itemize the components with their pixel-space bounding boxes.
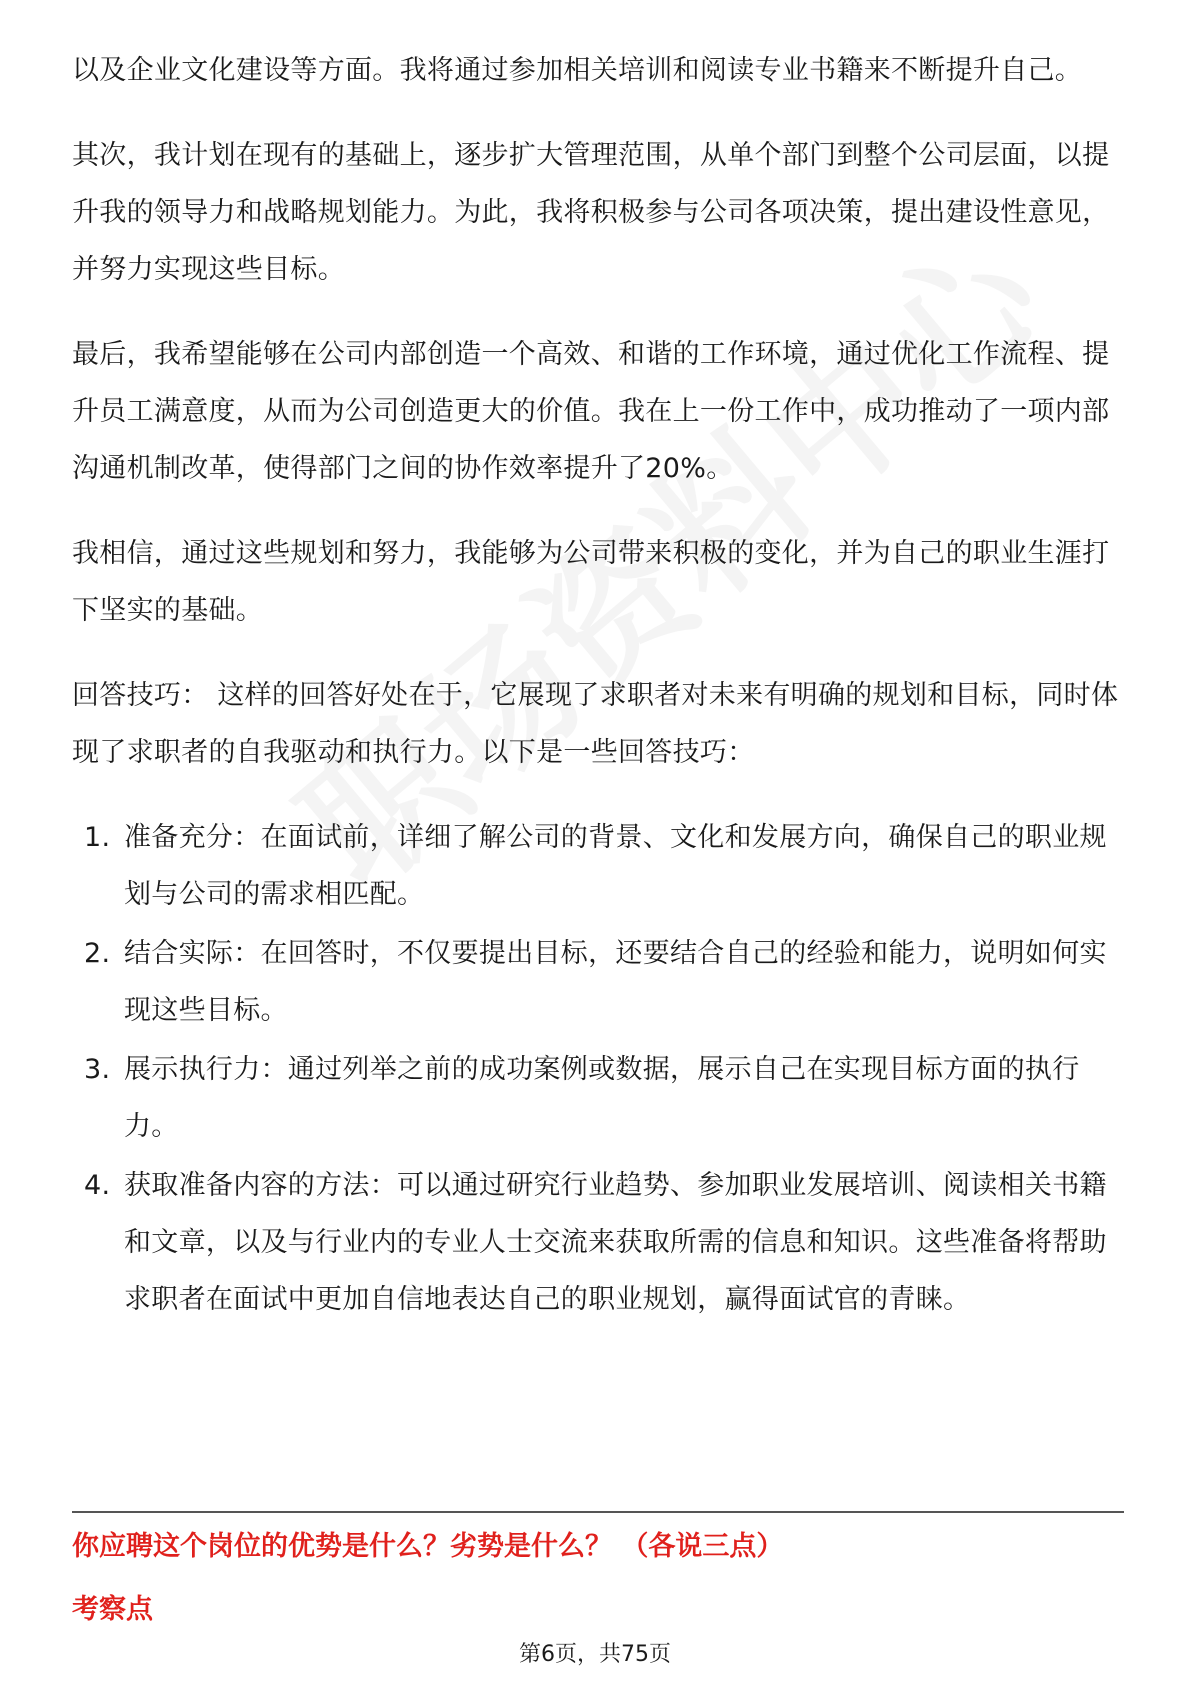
answer-tips-intro: 回答技巧： 这样的回答好处在于，它展现了求职者对未来有明确的规划和目标，同时体现了求职者的自我驱动和执行力。以下是一些回答技巧：	[72, 680, 1119, 768]
list-item	[72, 1157, 1124, 1328]
list-number: 4.	[84, 1170, 111, 1201]
list-text: 展示执行力：通过列举之前的成功案例或数据，展示自己在实现目标方面的执行力。	[124, 1054, 1080, 1142]
page-footer: 第6页，共75页	[519, 1642, 671, 1667]
list-number: 1.	[84, 822, 111, 853]
section-divider	[72, 1511, 1124, 1513]
list-number: 2.	[84, 938, 111, 969]
list-item	[72, 809, 1124, 923]
document-body	[72, 42, 1124, 1330]
list-text: 获取准备内容的方法：可以通过研究行业趋势、参加职业发展培训、阅读相关书籍和文章，以及与行业内的专业人士交流来获取所需的信息和知识。这些准备将帮助求职者在面试中更加自信地表达自己的职业规划，赢得面试官的青睐。	[124, 1170, 1107, 1315]
paragraph-1: 以及企业文化建设等方面。我将通过参加相关培训和阅读专业书籍来不断提升自己。	[72, 55, 1083, 86]
list-text: 准备充分：在面试前，详细了解公司的背景、文化和发展方向，确保自己的职业规划与公司的需求相匹配。	[124, 822, 1107, 910]
list-number: 3.	[84, 1054, 111, 1085]
paragraph-2: 其次，我计划在现有的基础上，逐步扩大管理范围，从单个部门到整个公司层面，以提升我的领导力和战略规划能力。为此，我将积极参与公司各项决策，提出建设性意见，并努力实现这些目标。	[72, 140, 1110, 285]
list-item	[72, 925, 1124, 1039]
paragraph-4: 我相信，通过这些规划和努力，我能够为公司带来积极的变化，并为自己的职业生涯打下坚实的基础。	[72, 538, 1110, 626]
list-text: 结合实际：在回答时，不仅要提出目标，还要结合自己的经验和能力，说明如何实现这些目标。	[124, 938, 1107, 1026]
tips-list	[72, 809, 1124, 1328]
paragraph-3: 最后，我希望能够在公司内部创造一个高效、和谐的工作环境，通过优化工作流程、提升员工满意度，从而为公司创造更大的价值。我在上一份工作中，成功推动了一项内部沟通机制改革，使得部门之间的协作效率提升了20%。	[72, 339, 1110, 484]
next-question-heading: 你应聘这个岗位的优势是什么？劣势是什么？ （各说三点）	[72, 1531, 784, 1562]
list-item	[72, 1041, 1124, 1155]
section-label: 考察点	[72, 1594, 153, 1625]
